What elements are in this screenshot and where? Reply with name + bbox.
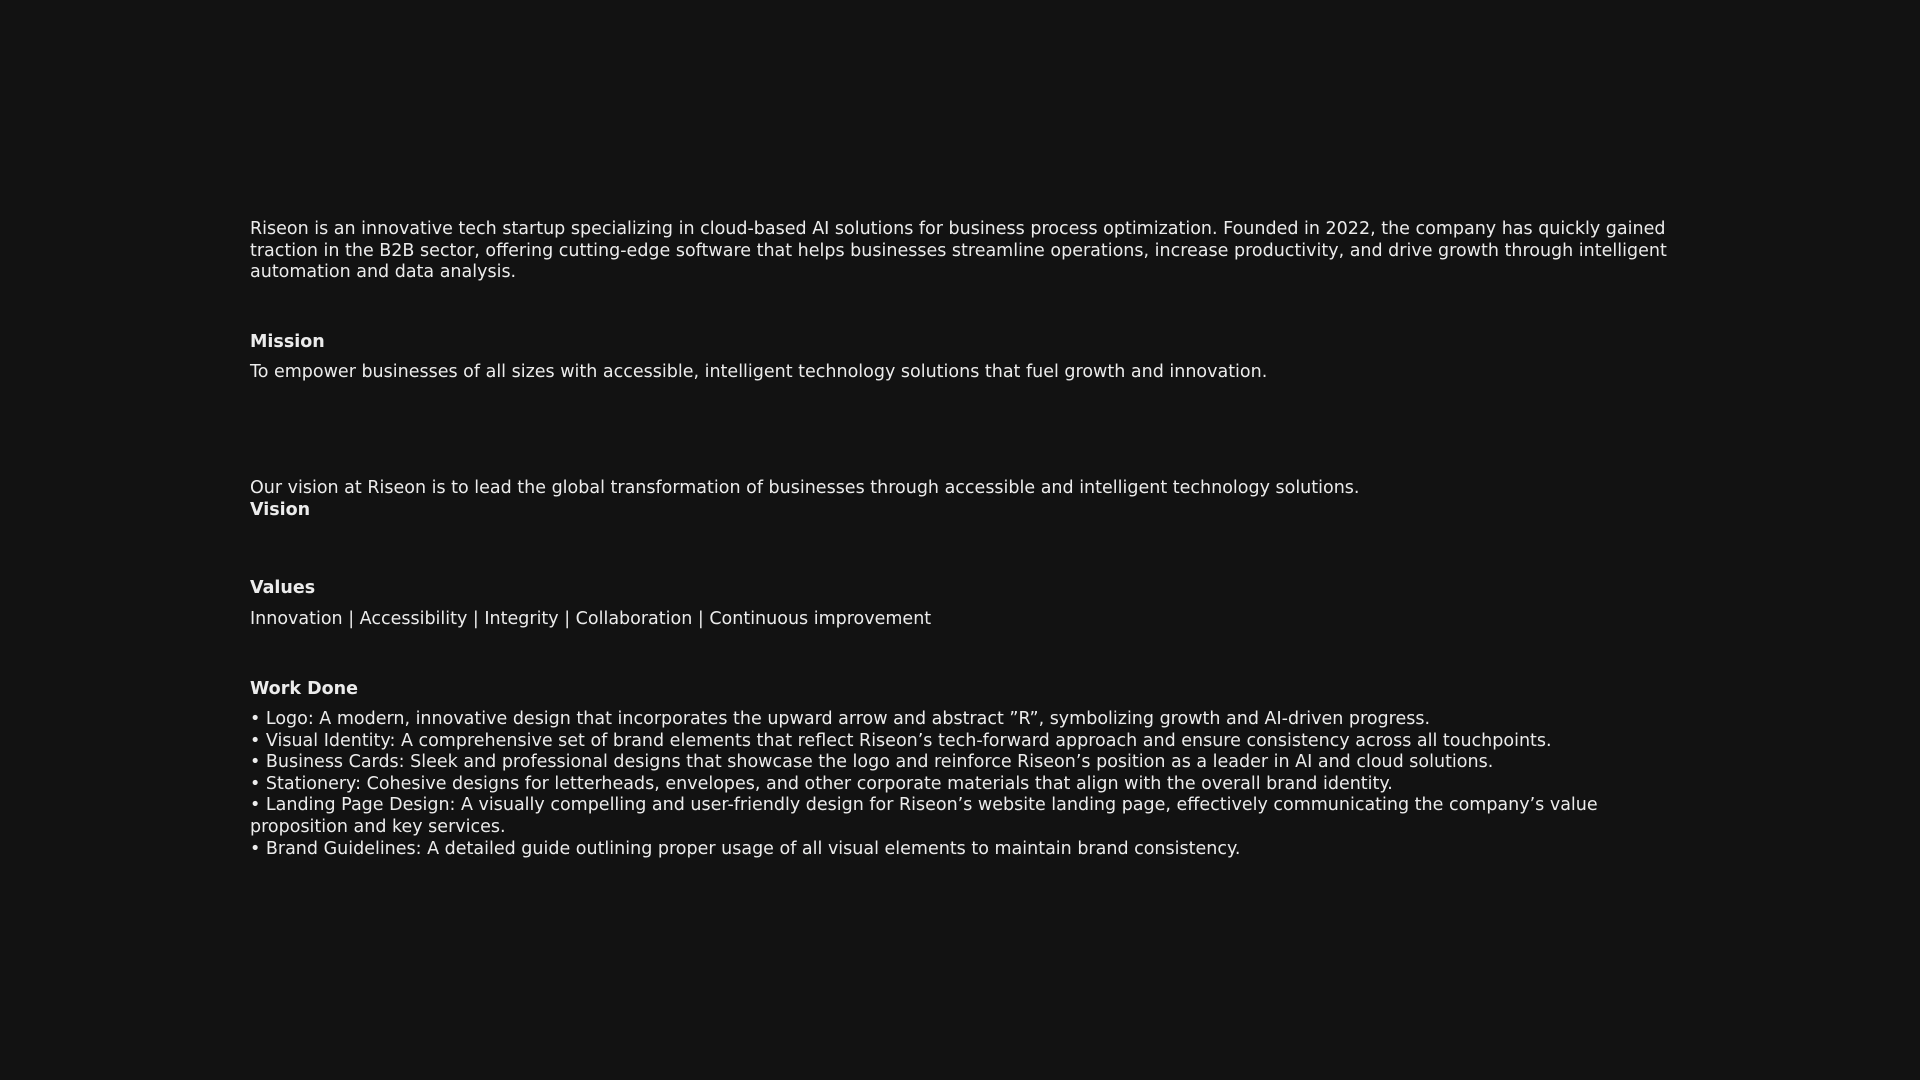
work-done-heading: Work Done xyxy=(250,679,358,699)
mission-text: To empower businesses of all sizes with accessible, intelligent technology solutions that fuel growth and innovation. xyxy=(250,362,1268,382)
mission-heading: Mission xyxy=(250,332,325,352)
vision-text: Our vision at Riseon is to lead the global transformation of businesses through accessible and intelligent technology solutions. xyxy=(250,478,1360,498)
work-done-item-stationery: • Stationery: Cohesive designs for letterheads, envelopes, and other corporate materials that align with the overall brand identity. xyxy=(250,773,1393,794)
work-done-item-visual-identity: • Visual Identity: A comprehensive set of brand elements that reflect Riseon’s tech-forward approach and ensure consistency across all touchpoints. xyxy=(250,730,1552,751)
work-done-item-brand-guidelines: • Brand Guidelines: A detailed guide outlining proper usage of all visual elements to maintain brand consistency. xyxy=(250,838,1241,859)
values-text: Innovation | Accessibility | Integrity | Collaboration | Continuous improvement xyxy=(250,609,932,629)
work-done-item-business-cards: • Business Cards: Sleek and professional designs that showcase the logo and reinforce Riseon’s position as a leader in AI and cloud solutions. xyxy=(250,752,1494,773)
intro-paragraph: Riseon is an innovative tech startup specializing in cloud-based AI solutions for business process optimization. Founded in 2022, the company has quickly gained traction in the B2B sector, offering cutting-edge software that helps businesses streamline operations, increase productivity, and drive growth through intelligent automation and data analysis. xyxy=(250,219,1667,282)
values-heading: Values xyxy=(250,578,316,598)
work-done-item-logo: • Logo: A modern, innovative design that incorporates the upward arrow and abstract ”R”, symbolizing growth and AI-driven progress. xyxy=(250,709,1431,729)
document-content xyxy=(250,0,1670,1080)
work-done-list xyxy=(250,709,1670,860)
work-done-item-landing-page: • Landing Page Design: A visually compelling and user-friendly design for Riseon’s website landing page, effectively communicating the company’s value proposition and key services. xyxy=(250,795,1598,837)
vision-heading: Vision xyxy=(250,500,311,520)
